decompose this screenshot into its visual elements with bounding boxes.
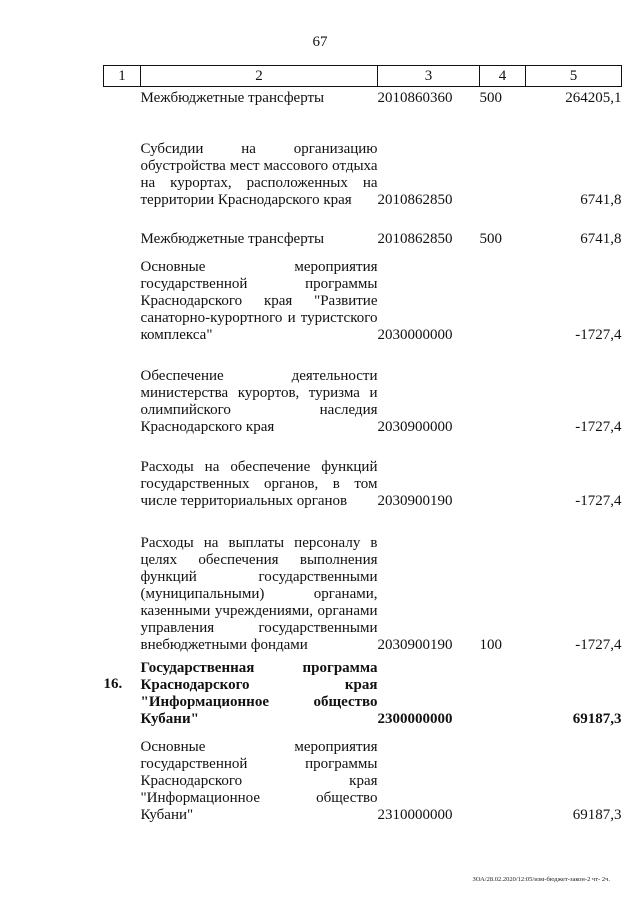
row-kvr	[480, 248, 526, 344]
row-code: 2010860360	[377, 89, 453, 106]
row-amount: -1727,4	[575, 492, 622, 509]
row-kvr	[480, 728, 526, 824]
row-name: Межбюджетные трансферты	[140, 89, 325, 106]
row-name: Обеспечение деятельности министерства курортов, туризма и олимпийского наследия Краснодарского края	[140, 367, 378, 435]
row-kvr: 500	[479, 230, 502, 247]
row-name: Расходы на выплаты персоналу в целях обеспечения выполнения функций государственными (муниципальными) органами, казенными учреждениями, органами управления государственными внебюджетными фондами	[140, 534, 378, 653]
row-number	[104, 107, 141, 209]
row-code: 2030900190	[377, 492, 453, 509]
table-row	[104, 436, 622, 510]
table-header-row	[104, 66, 622, 87]
row-amount: 264205,1	[565, 89, 622, 106]
row-kvr	[480, 344, 526, 436]
row-amount: -1727,4	[575, 326, 622, 343]
header-col-4: 4	[480, 66, 526, 87]
row-code: 2030900000	[377, 418, 453, 435]
row-name: Основные мероприятия государственной программы Краснодарского края "Развитие санаторно-курортного и туристского комплекса"	[140, 258, 378, 343]
row-number	[104, 436, 141, 510]
row-amount: 6741,8	[580, 230, 622, 247]
table-row	[104, 248, 622, 344]
row-kvr: 500	[479, 89, 502, 106]
row-amount: -1727,4	[575, 418, 622, 435]
row-code: 2010862850	[377, 191, 453, 208]
header-col-3: 3	[378, 66, 480, 87]
budget-table	[103, 65, 622, 824]
row-number	[104, 248, 141, 344]
row-code: 2030000000	[377, 326, 453, 343]
row-number	[104, 87, 141, 107]
row-kvr	[480, 654, 526, 728]
row-amount: 69187,3	[572, 710, 622, 727]
row-name: Государственная программа Краснодарского края "Информационное общество Кубани"	[140, 659, 378, 727]
row-name: Межбюджетные трансферты	[140, 230, 325, 247]
header-col-2: 2	[141, 66, 378, 87]
table-row	[104, 87, 622, 107]
row-amount: 69187,3	[572, 806, 622, 823]
row-code: 2030900190	[377, 636, 453, 653]
footer-stamp: ЗОА/28.02.2020/12:05/изм-бюджет-закон-2 чт- 2ч.	[472, 876, 610, 883]
row-code: 2300000000	[377, 710, 453, 727]
row-name: Расходы на обеспечение функций государственных органов, в том числе территориальных органов	[140, 458, 378, 509]
row-number	[104, 209, 141, 248]
row-code: 2310000000	[377, 806, 453, 823]
row-number: 16.	[103, 675, 123, 692]
row-number	[104, 344, 141, 436]
table-row	[104, 728, 622, 824]
row-amount: 6741,8	[580, 191, 622, 208]
table-row	[104, 510, 622, 654]
row-amount: -1727,4	[575, 636, 622, 653]
row-code: 2010862850	[377, 230, 453, 247]
header-col-5: 5	[526, 66, 622, 87]
row-kvr: 100	[479, 636, 502, 653]
row-kvr	[480, 436, 526, 510]
header-col-1: 1	[104, 66, 141, 87]
row-kvr	[480, 107, 526, 209]
row-name: Основные мероприятия государственной программы Краснодарского края "Информационное общество Кубани"	[140, 738, 378, 823]
row-number	[104, 510, 141, 654]
table-row	[104, 107, 622, 209]
row-name: Субсидии на организацию обустройства мест массового отдыха на курортах, расположенных на территории Краснодарского края	[140, 140, 378, 208]
page-number: 67	[312, 34, 328, 50]
table-row	[104, 209, 622, 248]
table-row	[104, 344, 622, 436]
row-number	[104, 728, 141, 824]
table-row	[104, 654, 622, 728]
